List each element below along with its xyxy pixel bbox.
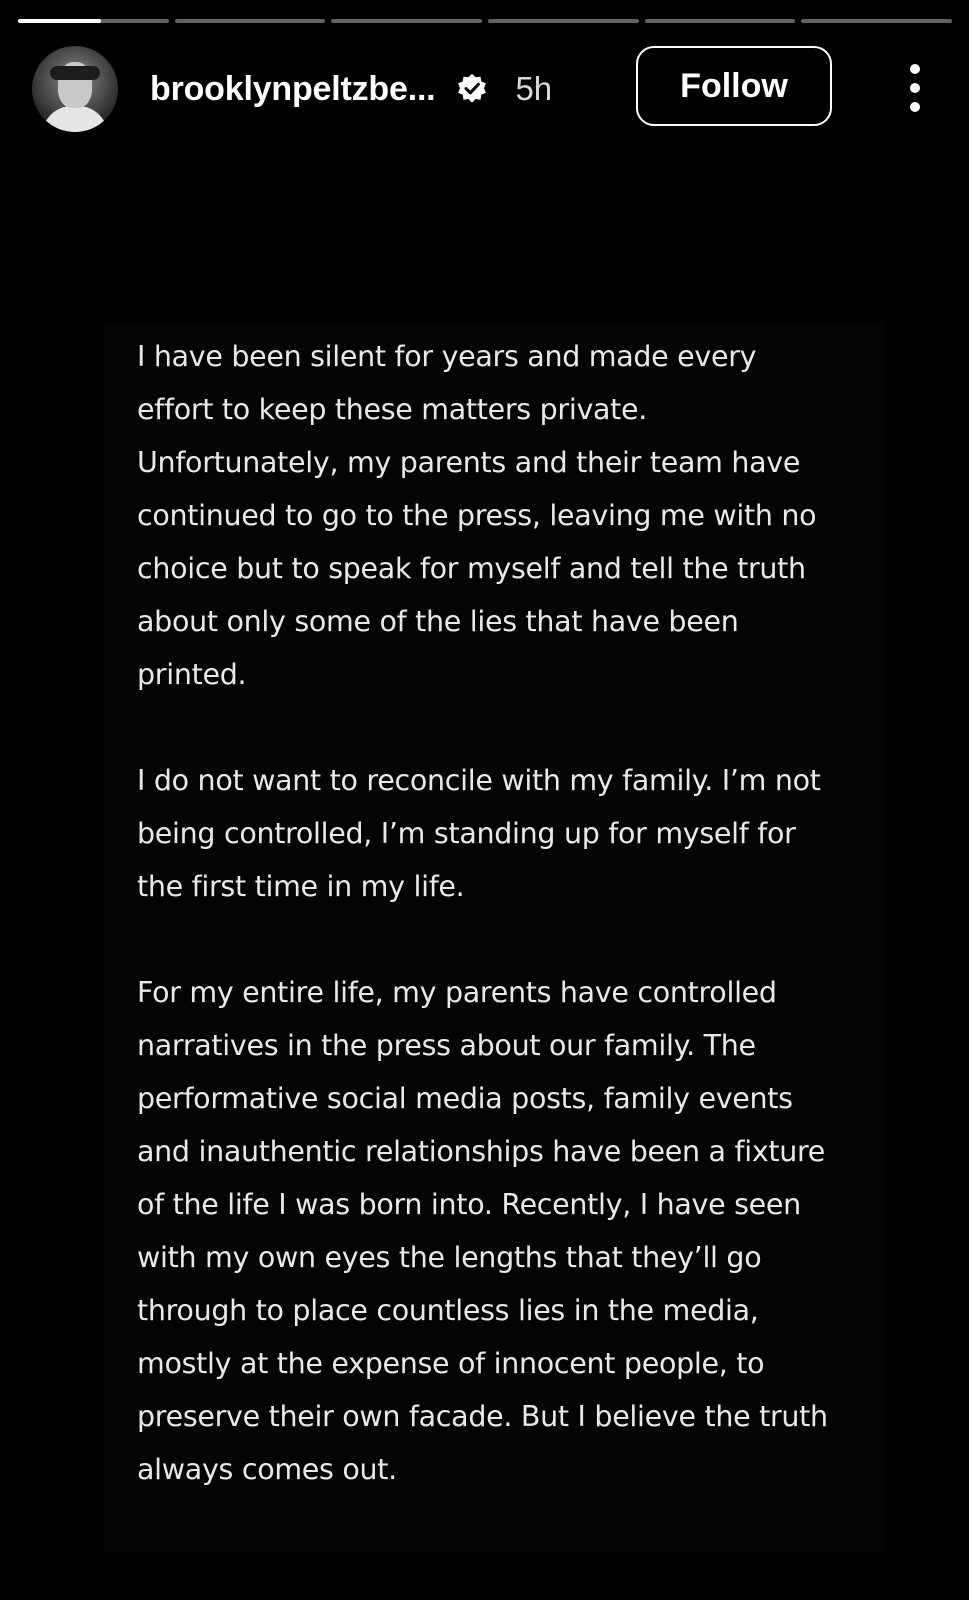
story-paragraph: I have been silent for years and made every effort to keep these matters private. Unfortunately, my parents and their team have continued to go to the press, leaving me with no choice but to speak for myself and tell the truth about only some of the lies that have been printed. — [137, 340, 817, 691]
avatar[interactable] — [32, 46, 118, 132]
progress-segment — [175, 19, 326, 23]
progress-fill — [18, 19, 101, 23]
more-vertical-icon[interactable] — [905, 64, 925, 112]
avatar-headband — [50, 66, 100, 80]
story-paragraph: For my entire life, my parents have controlled narratives in the press about our family. The performative social media posts, family events and inauthentic relationships have been a fixture of the life I was born into. Recently, I have seen with my own eyes the lengths that they’ll go through to place countless lies in the media, mostly at the expense of innocent people, to preserve their own facade. But I believe the truth always comes out. — [137, 976, 828, 1486]
username[interactable]: brooklynpeltzbe... — [150, 69, 436, 108]
progress-segment — [801, 19, 952, 23]
follow-button[interactable]: Follow — [636, 46, 832, 126]
story-header — [32, 44, 935, 134]
verified-badge-icon — [455, 72, 489, 106]
story-progress-bar — [18, 19, 952, 23]
story-text — [137, 330, 837, 1496]
more-dot — [910, 64, 920, 74]
story-paragraph: I do not want to reconcile with my family. I’m not being controlled, I’m standing up for myself for the first time in my life. — [137, 764, 821, 903]
progress-segment — [488, 19, 639, 23]
more-dot — [910, 83, 920, 93]
more-dot — [910, 102, 920, 112]
avatar-shirt — [42, 106, 108, 132]
post-time: 5h — [515, 70, 553, 107]
progress-segment — [18, 19, 169, 23]
progress-segment — [331, 19, 482, 23]
progress-segment — [645, 19, 796, 23]
